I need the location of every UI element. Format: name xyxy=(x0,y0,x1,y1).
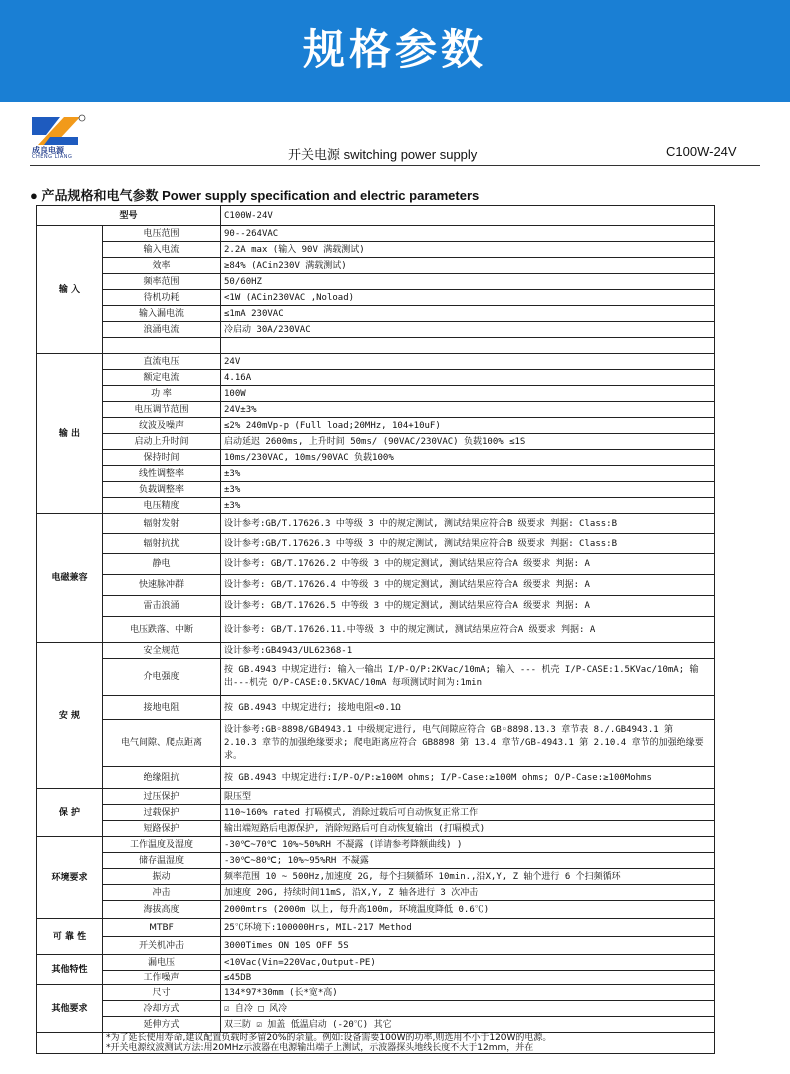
value-cell: ≤45DB xyxy=(221,971,715,985)
table-row xyxy=(37,534,715,554)
item-cell: 海拔高度 xyxy=(103,901,221,919)
table-row xyxy=(37,575,715,596)
table-row xyxy=(37,821,715,837)
value-cell: 4.16A xyxy=(221,370,715,386)
item-cell: 纹波及噪声 xyxy=(103,418,221,434)
item-cell: 功 率 xyxy=(103,386,221,402)
value-cell: 频率范围 10 ~ 500Hz,加速度 2G, 每个扫频循环 10min.,沿X,Y, Z 轴个进行 6 个扫频循环 xyxy=(221,869,715,885)
item-cell: 电压范围 xyxy=(103,226,221,242)
value-cell: -30℃~80℃; 10%~95%RH 不凝露 xyxy=(221,853,715,869)
item-cell: 电气间隙、爬点距离 xyxy=(103,720,221,767)
item-cell xyxy=(103,338,221,354)
value-cell: 设计参考:GB◦8898/GB4943.1 中级规定进行, 电气间隙应符合 GB◦8898.13.3 章节表 8./.GB4943.1 第 2.10.3 章节的加强绝缘要求; 爬电距离应符合 GB8898 第 13.4 章节/GB-4943.1 第 2.10.4 章节的加强绝缘要求。 xyxy=(221,720,715,767)
item-cell: 线性调整率 xyxy=(103,466,221,482)
category-cell: 保 护 xyxy=(37,789,103,837)
value-cell: 50/60HZ xyxy=(221,274,715,290)
value-cell: 90--264VAC xyxy=(221,226,715,242)
value-cell: 25℃环境下:100000Hrs, MIL-217 Method xyxy=(221,919,715,937)
value-cell: 双三防 ☑ 加盖 低温启动 (-20℃) 其它 xyxy=(221,1017,715,1033)
note-line: *为了延长使用寿命,建议配置负载时多留20%的余量。例如:设备需要100W的功率,则选用不小于120W的电源。 xyxy=(106,1033,552,1043)
model-value: C100W-24V xyxy=(221,206,715,226)
item-cell: 静电 xyxy=(103,554,221,575)
table-row xyxy=(37,1001,715,1017)
value-cell: 设计参考:GB/T.17626.3 中等级 3 中的规定测试, 测试结果应符合B 级要求 判据: Class:B xyxy=(221,534,715,554)
section-title: ● 产品规格和电气参数 Power supply specification and electric parameters xyxy=(30,188,480,203)
value-cell: 冷启动 30A/230VAC xyxy=(221,322,715,338)
category-cell: 可 靠 性 xyxy=(37,919,103,955)
table-row xyxy=(37,720,715,767)
value-cell: 24V±3% xyxy=(221,402,715,418)
item-cell: 冷却方式 xyxy=(103,1001,221,1017)
item-cell: 短路保护 xyxy=(103,821,221,837)
item-cell: 电压精度 xyxy=(103,498,221,514)
item-cell: 负载调整率 xyxy=(103,482,221,498)
value-cell: 110~160% rated 打嗝模式, 消除过载后可自动恢复正常工作 xyxy=(221,805,715,821)
value-cell: 输出端短路后电源保护, 消除短路后可自动恢复输出 (打嗝模式) xyxy=(221,821,715,837)
logo-name-cn: 成良电源 xyxy=(32,146,64,155)
table-header-row xyxy=(37,206,715,226)
item-cell: 过载保护 xyxy=(103,805,221,821)
item-cell: 浪涌电流 xyxy=(103,322,221,338)
title-banner xyxy=(0,0,790,102)
item-cell: 效率 xyxy=(103,258,221,274)
item-cell: 额定电流 xyxy=(103,370,221,386)
value-cell: ☑ 自冷 □ 风冷 xyxy=(221,1001,715,1017)
table-row xyxy=(37,274,715,290)
item-cell: 过压保护 xyxy=(103,789,221,805)
table-row xyxy=(37,322,715,338)
logo-name-en: CHENG LIANG xyxy=(32,154,73,160)
category-cell: 输 入 xyxy=(37,226,103,354)
value-cell: 限压型 xyxy=(221,789,715,805)
value-cell: 100W xyxy=(221,386,715,402)
value-cell: ≤1mA 230VAC xyxy=(221,306,715,322)
value-cell: ±3% xyxy=(221,466,715,482)
value-cell: 设计参考:GB/T.17626.3 中等级 3 中的规定测试, 测试结果应符合B 级要求 判据: Class:B xyxy=(221,514,715,534)
header-divider xyxy=(30,165,760,166)
item-cell: 保持时间 xyxy=(103,450,221,466)
table-row xyxy=(37,1017,715,1033)
table-row xyxy=(37,226,715,242)
page-title: 规格参数 xyxy=(302,25,487,74)
item-cell: 漏电压 xyxy=(103,955,221,971)
value-cell: 2000mtrs (2000m 以上, 每升高100m, 环境温度降低 0.6℃) xyxy=(221,901,715,919)
item-cell: 延伸方式 xyxy=(103,1017,221,1033)
category-cell: 其他特性 xyxy=(37,955,103,985)
table-row xyxy=(37,370,715,386)
table-row xyxy=(37,258,715,274)
table-row xyxy=(37,514,715,534)
table-row xyxy=(37,386,715,402)
item-cell: 辐射发射 xyxy=(103,514,221,534)
item-cell: 开关机冲击 xyxy=(103,937,221,955)
table-row xyxy=(37,789,715,805)
value-cell xyxy=(221,338,715,354)
note-line: *开关电源纹波测试方法:用20MHz示波器在电源输出端子上测试，示波器探头地线长度不大于12mm，并在 xyxy=(106,1043,534,1053)
value-cell: ≤2% 240mVp-p (Full load;20MHz, 104+10uF) xyxy=(221,418,715,434)
item-cell: 电压调节范围 xyxy=(103,402,221,418)
value-cell: 设计参考: GB/T.17626.5 中等级 3 中的规定测试, 测试结果应符合A 级要求 判据: A xyxy=(221,596,715,617)
value-cell: 按 GB.4943 中规定进行: 输入一输出 I/P-O/P:2KVac/10mA; 输入 --- 机壳 I/P-CASE:1.5KVac/10mA; 输出---机壳 O/P-CASE:0.5KVAC/10mA 每项测试时间为:1min xyxy=(221,659,715,696)
value-cell: 设计参考: GB/T.17626.11.中等级 3 中的规定测试, 测试结果应符合A 级要求 判据: A xyxy=(221,617,715,643)
table-row xyxy=(37,418,715,434)
model-label: 型号 xyxy=(37,206,221,226)
value-cell: 按 GB.4943 中规定进行:I/P-O/P:≥100M ohms; I/P-Case:≥100M ohms; O/P-Case:≥100Mohms xyxy=(221,767,715,789)
item-cell: 接地电阻 xyxy=(103,696,221,720)
table-row xyxy=(37,696,715,720)
table-row xyxy=(37,402,715,418)
value-cell: 设计参考:GB4943/UL62368-1 xyxy=(221,643,715,659)
value-cell: 10ms/230VAC, 10ms/90VAC 负载100% xyxy=(221,450,715,466)
table-row xyxy=(37,306,715,322)
item-cell: MTBF xyxy=(103,919,221,937)
value-cell: 加速度 20G, 持续时间11mS, 沿X,Y, Z 轴各进行 3 次冲击 xyxy=(221,885,715,901)
value-cell: 3000Times ON 10S OFF 5S xyxy=(221,937,715,955)
table-row xyxy=(37,596,715,617)
item-cell: 输入漏电流 xyxy=(103,306,221,322)
table-row xyxy=(37,617,715,643)
table-row xyxy=(37,837,715,853)
spec-table xyxy=(36,205,715,1054)
table-row xyxy=(37,450,715,466)
item-cell: 启动上升时间 xyxy=(103,434,221,450)
item-cell: 快速脉冲群 xyxy=(103,575,221,596)
table-row xyxy=(37,434,715,450)
category-cell: 环境要求 xyxy=(37,837,103,919)
value-cell: 设计参考: GB/T.17626.2 中等级 3 中的规定测试, 测试结果应符合A 级要求 判据: A xyxy=(221,554,715,575)
item-cell: 尺寸 xyxy=(103,985,221,1001)
table-row xyxy=(37,767,715,789)
value-cell: <10Vac(Vin=220Vac,Output-PE) xyxy=(221,955,715,971)
item-cell: 待机功耗 xyxy=(103,290,221,306)
item-cell: 冲击 xyxy=(103,885,221,901)
table-row xyxy=(37,659,715,696)
table-row xyxy=(37,869,715,885)
value-cell: 设计参考: GB/T.17626.4 中等级 3 中的规定测试, 测试结果应符合A 级要求 判据: A xyxy=(221,575,715,596)
value-cell: 启动延迟 2600ms, 上升时间 50ms/ (90VAC/230VAC) 负载100% ≤1S xyxy=(221,434,715,450)
item-cell: 工作噪声 xyxy=(103,971,221,985)
table-row xyxy=(37,554,715,575)
item-cell: 频率范围 xyxy=(103,274,221,290)
item-cell: 电压跌落、中断 xyxy=(103,617,221,643)
table-row xyxy=(37,971,715,985)
value-cell: 按 GB.4943 中规定进行; 接地电阻<0.1Ω xyxy=(221,696,715,720)
value-cell: 24V xyxy=(221,354,715,370)
table-row xyxy=(37,643,715,659)
category-cell: 其他要求 xyxy=(37,985,103,1033)
category-cell: 电磁兼容 xyxy=(37,514,103,643)
table-row xyxy=(37,482,715,498)
table-row xyxy=(37,901,715,919)
item-cell: 直流电压 xyxy=(103,354,221,370)
table-row xyxy=(37,955,715,971)
value-cell: ±3% xyxy=(221,498,715,514)
table-row xyxy=(37,290,715,306)
table-row xyxy=(37,919,715,937)
table-row xyxy=(37,242,715,258)
item-cell: 输入电流 xyxy=(103,242,221,258)
value-cell: 134*97*30mm (长*宽*高) xyxy=(221,985,715,1001)
value-cell: -30℃~70℃ 10%~50%RH 不凝露 (详请参考降额曲线) ) xyxy=(221,837,715,853)
table-row xyxy=(37,885,715,901)
value-cell: 2.2A max (输入 90V 满载测试) xyxy=(221,242,715,258)
item-cell: 辐射抗扰 xyxy=(103,534,221,554)
table-row xyxy=(37,805,715,821)
notes-row xyxy=(37,1033,715,1054)
item-cell: 介电强度 xyxy=(103,659,221,696)
table-row xyxy=(37,354,715,370)
table-row xyxy=(37,466,715,482)
item-cell: 绝缘阻抗 xyxy=(103,767,221,789)
category-cell: 输 出 xyxy=(37,354,103,514)
table-row xyxy=(37,338,715,354)
value-cell: <1W (ACin230VAC ,Noload) xyxy=(221,290,715,306)
product-type: 开关电源 switching power supply xyxy=(288,147,478,162)
table-row xyxy=(37,853,715,869)
item-cell: 安全规范 xyxy=(103,643,221,659)
item-cell: 储存温湿度 xyxy=(103,853,221,869)
item-cell: 振动 xyxy=(103,869,221,885)
value-cell: ≥84% (ACin230V 满载测试) xyxy=(221,258,715,274)
table-row xyxy=(37,937,715,955)
table-row xyxy=(37,498,715,514)
value-cell: ±3% xyxy=(221,482,715,498)
product-model: C100W-24V xyxy=(666,144,737,159)
item-cell: 雷击浪涌 xyxy=(103,596,221,617)
item-cell: 工作温度及湿度 xyxy=(103,837,221,853)
category-cell: 安 规 xyxy=(37,643,103,789)
table-row xyxy=(37,985,715,1001)
notes-blank-cell xyxy=(37,1033,103,1054)
notes-cell xyxy=(103,1033,715,1054)
